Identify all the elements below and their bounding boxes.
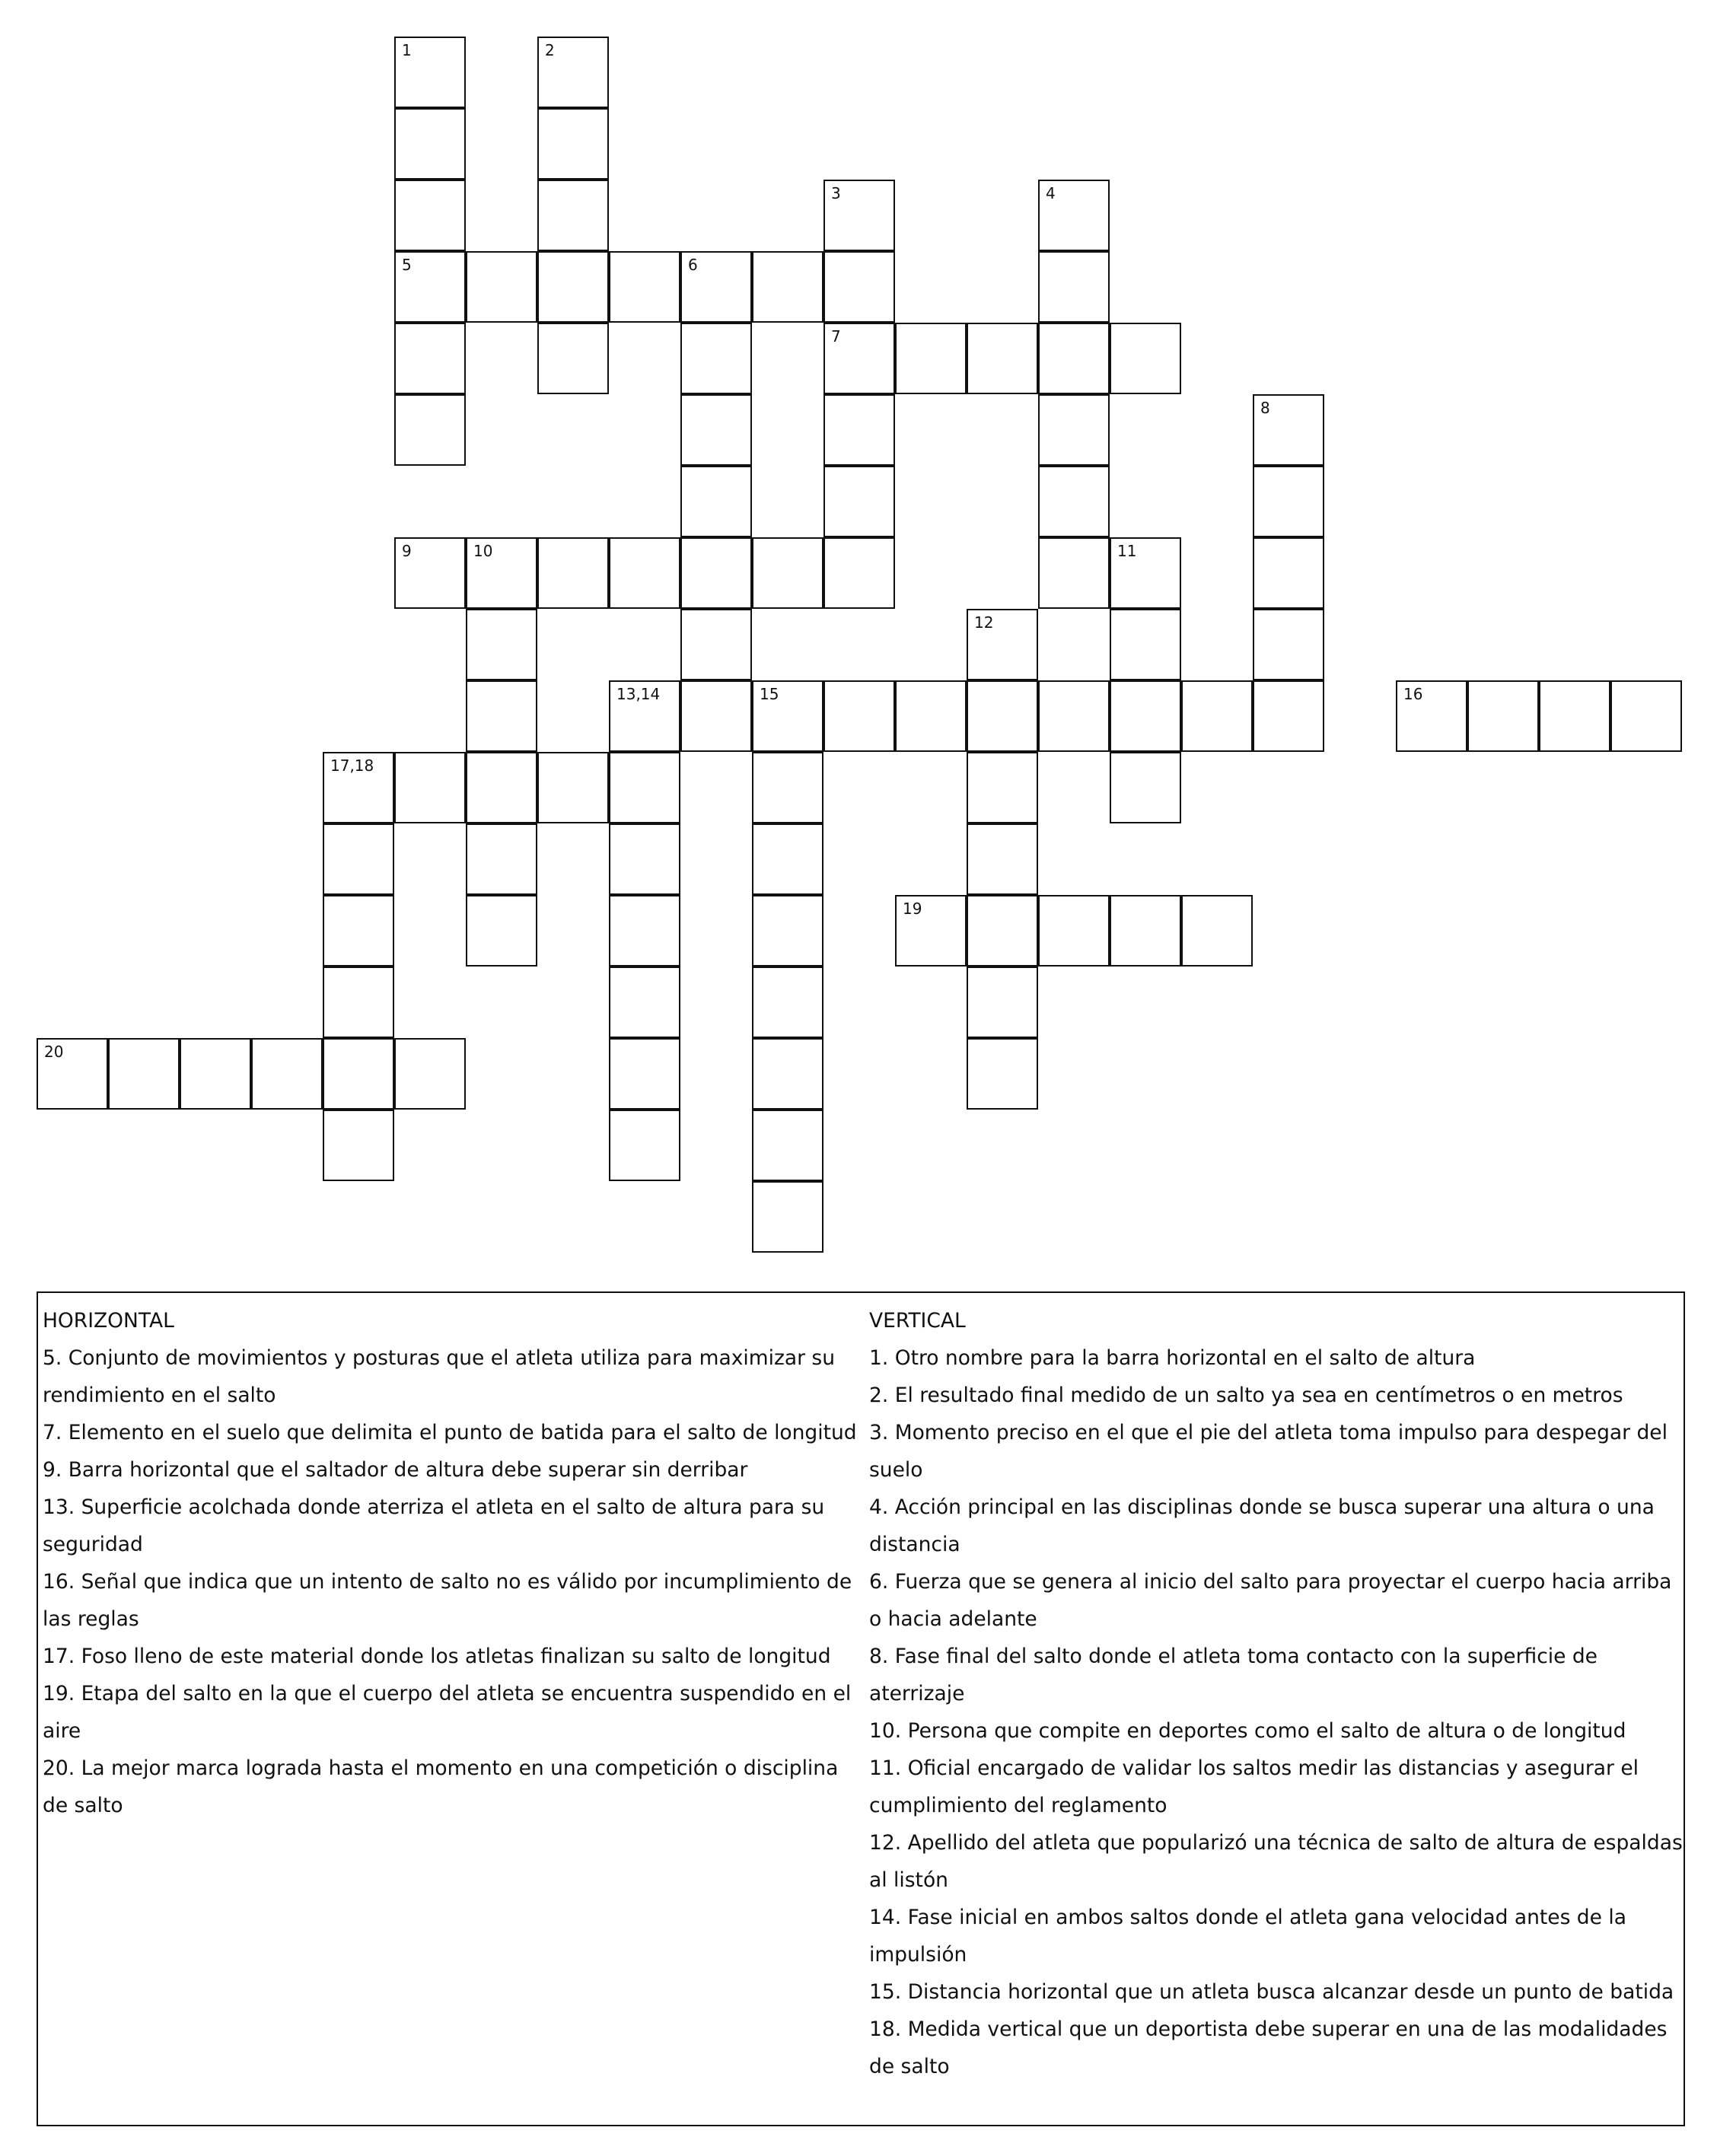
- grid-cell[interactable]: [394, 108, 466, 180]
- grid-cell[interactable]: [680, 251, 752, 323]
- clue-across-19: 19. Etapa del salto en la que el cuerpo del atleta se encuentra suspendido en el aire: [43, 1682, 852, 1743]
- grid-cell[interactable]: [394, 1038, 466, 1110]
- clue-across-7: 7. Elemento en el suelo que delimita el punto de batida para el salto de longitud: [43, 1421, 857, 1444]
- grid-cell[interactable]: [1038, 251, 1110, 323]
- grid-cell[interactable]: [466, 680, 537, 752]
- grid-cell[interactable]: [609, 1110, 680, 1181]
- grid-cell[interactable]: [537, 180, 609, 251]
- grid-cell[interactable]: [752, 895, 823, 967]
- grid-cell[interactable]: [1038, 537, 1110, 609]
- clue-across-20: 20. La mejor marca lograda hasta el momento en una competición o disciplina de salto: [43, 1756, 839, 1817]
- grid-cell[interactable]: [752, 967, 823, 1038]
- grid-cell[interactable]: [1610, 680, 1682, 752]
- grid-cell[interactable]: [680, 466, 752, 537]
- clue-across-13: 13. Superficie acolchada donde aterriza el atleta en el salto de altura para su seguridad: [43, 1495, 825, 1556]
- clue-across-16: 16. Señal que indica que un intento de salto no es válido por incumplimiento de las reglas: [43, 1570, 852, 1631]
- grid-cell[interactable]: [1539, 680, 1610, 752]
- clue-down-15: 15. Distancia horizontal que un atleta busca alcanzar desde un punto de batida: [869, 1980, 1674, 2004]
- grid-cell[interactable]: [323, 895, 394, 967]
- grid-cell[interactable]: [323, 1038, 394, 1110]
- grid-cell[interactable]: [323, 752, 394, 823]
- grid-cell[interactable]: [1181, 680, 1253, 752]
- grid-cell[interactable]: [1396, 680, 1467, 752]
- clue-across-9: 9. Barra horizontal que el saltador de altura debe superar sin derribar: [43, 1458, 748, 1482]
- clue-number: 7: [831, 327, 841, 346]
- grid-cell[interactable]: [466, 823, 537, 895]
- grid-cell[interactable]: [609, 680, 680, 752]
- clue-number: 9: [402, 542, 412, 560]
- grid-cell[interactable]: [394, 251, 466, 323]
- clue-down-6: 6. Fuerza que se genera al inicio del salto para proyectar el cuerpo hacia arriba o hacia adelante: [869, 1570, 1672, 1631]
- grid-cell[interactable]: [466, 537, 537, 609]
- grid-cell[interactable]: [752, 752, 823, 823]
- grid-cell[interactable]: [537, 251, 609, 323]
- grid-cell[interactable]: [680, 323, 752, 394]
- grid-cell[interactable]: [394, 37, 466, 108]
- grid-cell[interactable]: [752, 1038, 823, 1110]
- grid-cell[interactable]: [1038, 680, 1110, 752]
- grid-cell[interactable]: [537, 537, 609, 609]
- grid-cell[interactable]: [752, 537, 823, 609]
- grid-cell[interactable]: [752, 680, 823, 752]
- horizontal-clues: [43, 1302, 865, 1824]
- clue-down-8: 8. Fase final del salto donde el atleta toma contacto con la superficie de aterrizaje: [869, 1645, 1598, 1705]
- grid-cell[interactable]: [895, 895, 967, 967]
- grid-cell[interactable]: [1110, 752, 1181, 823]
- grid-cell[interactable]: [1110, 609, 1181, 680]
- clue-number: 15: [760, 685, 779, 703]
- grid-cell[interactable]: [967, 895, 1038, 967]
- clue-number: 20: [44, 1043, 64, 1061]
- clue-down-11: 11. Oficial encargado de validar los saltos medir las distancias y asegurar el cumplimiento del reglamento: [869, 1756, 1639, 1817]
- clue-number: 1: [402, 41, 412, 59]
- grid-cell[interactable]: [609, 1038, 680, 1110]
- grid-cell[interactable]: [1038, 895, 1110, 967]
- grid-cell[interactable]: [1110, 323, 1181, 394]
- grid-cell[interactable]: [37, 1038, 108, 1110]
- clue-number: 2: [545, 41, 555, 59]
- grid-cell[interactable]: [1253, 466, 1324, 537]
- grid-cell[interactable]: [823, 537, 895, 609]
- grid-cell[interactable]: [1038, 394, 1110, 466]
- clue-down-2: 2. El resultado final medido de un salto ya sea en centímetros o en metros: [869, 1384, 1623, 1407]
- grid-cell[interactable]: [823, 251, 895, 323]
- grid-cell[interactable]: [537, 323, 609, 394]
- clue-number: 10: [473, 542, 493, 560]
- grid-cell[interactable]: [752, 1110, 823, 1181]
- clue-number: 5: [402, 256, 412, 274]
- grid-cell[interactable]: [609, 895, 680, 967]
- grid-cell[interactable]: [609, 967, 680, 1038]
- clue-down-10: 10. Persona que compite en deportes como el salto de altura o de longitud: [869, 1719, 1626, 1743]
- grid-cell[interactable]: [537, 37, 609, 108]
- clue-down-18: 18. Medida vertical que un deportista debe superar en una de las modalidades de salto: [869, 2017, 1668, 2078]
- grid-cell[interactable]: [251, 1038, 323, 1110]
- grid-cell[interactable]: [823, 466, 895, 537]
- clue-down-3: 3. Momento preciso en el que el pie del atleta toma impulso para despegar del suelo: [869, 1421, 1668, 1482]
- grid-cell[interactable]: [1110, 537, 1181, 609]
- grid-cell[interactable]: [323, 967, 394, 1038]
- grid-cell[interactable]: [1253, 537, 1324, 609]
- grid-cell[interactable]: [895, 680, 967, 752]
- grid-cell[interactable]: [1181, 895, 1253, 967]
- grid-cell[interactable]: [823, 323, 895, 394]
- grid-cell[interactable]: [466, 609, 537, 680]
- clue-across-17: 17. Foso lleno de este material donde los atletas finalizan su salto de longitud: [43, 1645, 831, 1668]
- grid-cell[interactable]: [609, 251, 680, 323]
- grid-cell[interactable]: [1253, 680, 1324, 752]
- grid-cell[interactable]: [967, 323, 1038, 394]
- clue-number: 8: [1260, 399, 1270, 417]
- grid-cell[interactable]: [466, 752, 537, 823]
- grid-cell[interactable]: [609, 823, 680, 895]
- clue-number: 19: [903, 900, 922, 918]
- grid-cell[interactable]: [466, 895, 537, 967]
- grid-cell[interactable]: [1038, 466, 1110, 537]
- grid-cell[interactable]: [394, 323, 466, 394]
- grid-cell[interactable]: [895, 323, 967, 394]
- grid-cell[interactable]: [823, 394, 895, 466]
- grid-cell[interactable]: [752, 251, 823, 323]
- grid-cell[interactable]: [967, 967, 1038, 1038]
- clue-down-14: 14. Fase inicial en ambos saltos donde el atleta gana velocidad antes de la impulsión: [869, 1906, 1626, 1967]
- grid-cell[interactable]: [323, 1110, 394, 1181]
- grid-cell[interactable]: [967, 680, 1038, 752]
- vertical-heading: VERTICAL: [869, 1309, 966, 1333]
- grid-cell[interactable]: [680, 394, 752, 466]
- clue-number: 3: [831, 184, 841, 202]
- clue-number: 12: [974, 613, 994, 632]
- grid-cell[interactable]: [1253, 394, 1324, 466]
- grid-cell[interactable]: [466, 251, 537, 323]
- grid-cell[interactable]: [752, 1181, 823, 1253]
- grid-cell[interactable]: [1038, 323, 1110, 394]
- grid-cell[interactable]: [680, 537, 752, 609]
- grid-cell[interactable]: [609, 537, 680, 609]
- grid-cell[interactable]: [1110, 895, 1181, 967]
- grid-cell[interactable]: [967, 752, 1038, 823]
- grid-cell[interactable]: [323, 823, 394, 895]
- clue-number: 13,14: [616, 685, 661, 703]
- grid-cell[interactable]: [1038, 180, 1110, 251]
- grid-cell[interactable]: [752, 823, 823, 895]
- grid-cell[interactable]: [180, 1038, 251, 1110]
- grid-cell[interactable]: [967, 823, 1038, 895]
- grid-cell[interactable]: [609, 752, 680, 823]
- grid-cell[interactable]: [394, 180, 466, 251]
- clue-number: 4: [1046, 184, 1056, 202]
- grid-cell[interactable]: [537, 752, 609, 823]
- grid-cell[interactable]: [394, 752, 466, 823]
- grid-cell[interactable]: [967, 609, 1038, 680]
- grid-cell[interactable]: [108, 1038, 180, 1110]
- grid-cell[interactable]: [967, 1038, 1038, 1110]
- clue-number: 17,18: [330, 756, 374, 775]
- vertical-clues: [869, 1302, 1684, 2085]
- clue-number: 6: [688, 256, 698, 274]
- grid-cell[interactable]: [823, 180, 895, 251]
- grid-cell[interactable]: [823, 680, 895, 752]
- grid-cell[interactable]: [537, 108, 609, 180]
- clue-down-1: 1. Otro nombre para la barra horizontal en el salto de altura: [869, 1346, 1476, 1370]
- clue-number: 11: [1117, 542, 1137, 560]
- clue-number: 16: [1403, 685, 1423, 703]
- clue-down-4: 4. Acción principal en las disciplinas donde se busca superar una altura o una distancia: [869, 1495, 1655, 1556]
- clue-down-12: 12. Apellido del atleta que popularizó una técnica de salto de altura de espaldas al listón: [869, 1831, 1683, 1892]
- clues-box: [37, 1291, 1685, 2126]
- grid-cell[interactable]: [680, 680, 752, 752]
- grid-cell[interactable]: [394, 394, 466, 466]
- grid-cell[interactable]: [1110, 680, 1181, 752]
- grid-cell[interactable]: [680, 609, 752, 680]
- grid-cell[interactable]: [1253, 609, 1324, 680]
- grid-cell[interactable]: [1467, 680, 1539, 752]
- grid-cell[interactable]: [394, 537, 466, 609]
- clue-across-5: 5. Conjunto de movimientos y posturas que el atleta utiliza para maximizar su rendimiento en el salto: [43, 1346, 836, 1407]
- horizontal-heading: HORIZONTAL: [43, 1309, 174, 1333]
